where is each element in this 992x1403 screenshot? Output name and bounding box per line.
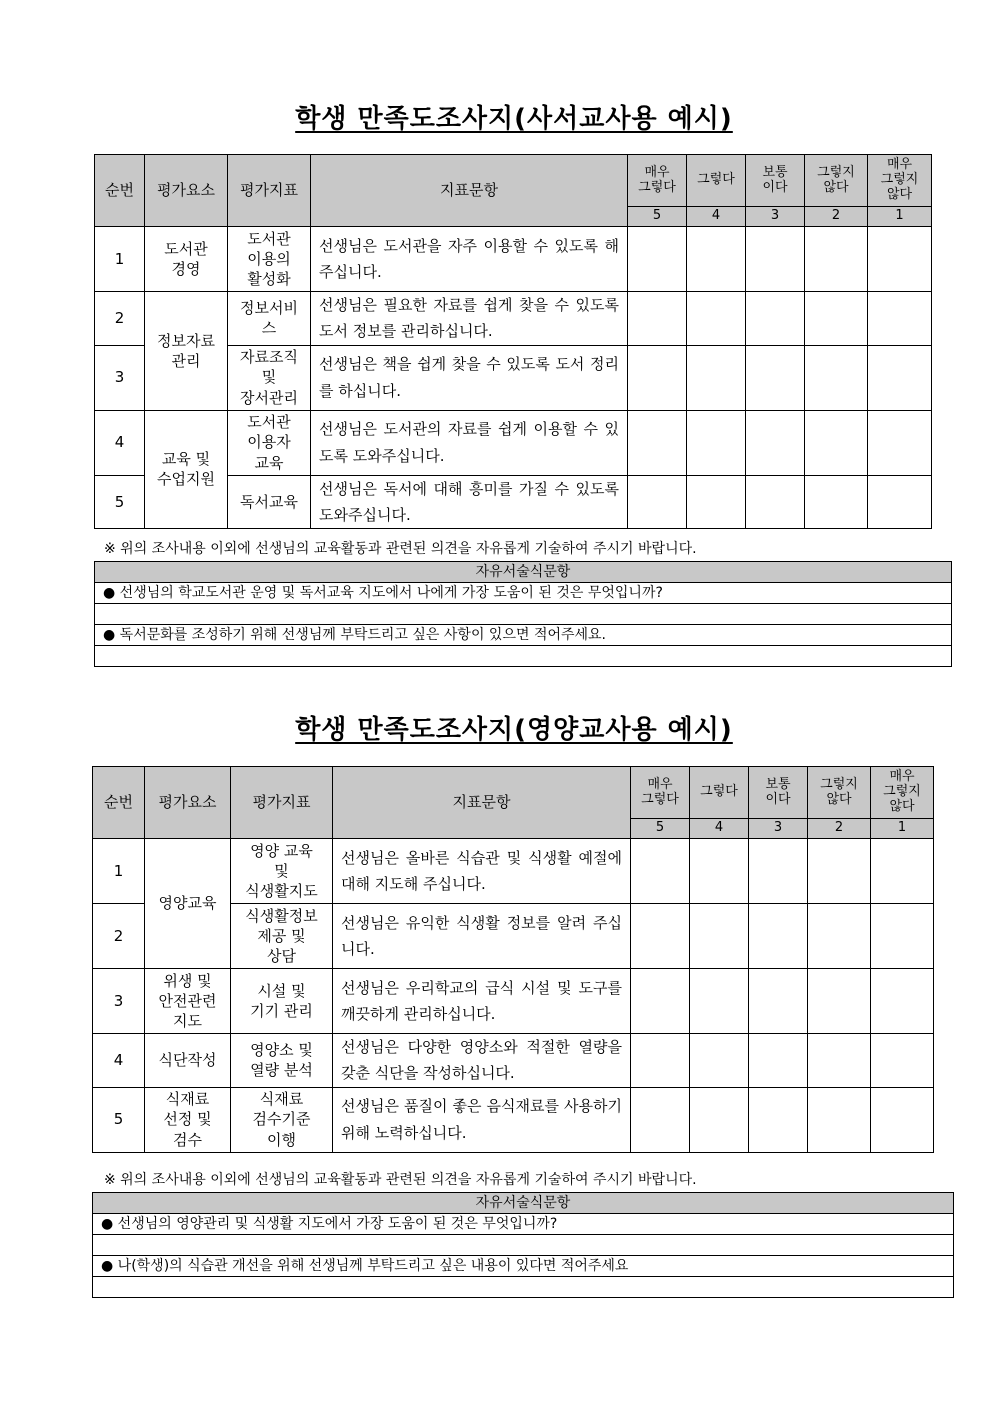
rating-cell-3[interactable] xyxy=(746,292,805,346)
row-question: 선생님은 우리학교의 급식 시설 및 도구를 깨끗하게 관리하십니다. xyxy=(333,969,631,1034)
rating-cell-2[interactable] xyxy=(805,227,868,292)
rating-cell-1[interactable] xyxy=(871,839,934,904)
survey2-table xyxy=(92,766,934,1153)
rating-cell-1[interactable] xyxy=(868,227,932,292)
header-row xyxy=(93,767,934,819)
row-no: 4 xyxy=(95,410,145,475)
rating-cell-2[interactable] xyxy=(805,345,868,410)
header-row xyxy=(95,155,932,207)
col-header-scale-2: 그렇지 않다 xyxy=(805,155,868,207)
row-question: 선생님은 유익한 식생활 정보를 알려 주십니다. xyxy=(333,904,631,969)
table-row xyxy=(93,969,934,1034)
row-no: 4 xyxy=(93,1034,145,1088)
rating-cell-5[interactable] xyxy=(631,1034,690,1088)
rating-cell-1[interactable] xyxy=(871,904,934,969)
rating-cell-5[interactable] xyxy=(631,904,690,969)
score-4: 4 xyxy=(690,819,749,839)
rating-cell-4[interactable] xyxy=(687,475,746,529)
row-element: 식단작성 xyxy=(145,1034,231,1088)
rating-cell-2[interactable] xyxy=(808,1087,871,1152)
col-header-indicator: 평가지표 xyxy=(228,155,311,227)
col-header-scale-1: 매우 그렇지 않다 xyxy=(868,155,932,207)
survey1-table xyxy=(94,154,932,529)
row-indicator: 식재료 검수기준 이행 xyxy=(231,1087,333,1152)
free-question-1: ● 선생님의 학교도서관 운영 및 독서교육 지도에서 나에게 가장 도움이 된 것은 무엇입니까? xyxy=(95,583,952,604)
rating-cell-3[interactable] xyxy=(746,410,805,475)
rating-cell-1[interactable] xyxy=(871,1034,934,1088)
rating-cell-3[interactable] xyxy=(749,904,808,969)
row-question: 선생님은 필요한 자료를 쉽게 찾을 수 있도록 도서 정보를 관리하십니다. xyxy=(311,292,628,346)
row-no: 1 xyxy=(93,839,145,904)
rating-cell-5[interactable] xyxy=(631,969,690,1034)
row-element: 교육 및 수업지원 xyxy=(145,410,228,529)
score-4: 4 xyxy=(687,207,746,227)
score-1: 1 xyxy=(868,207,932,227)
rating-cell-5[interactable] xyxy=(631,839,690,904)
rating-cell-3[interactable] xyxy=(749,1034,808,1088)
rating-cell-2[interactable] xyxy=(805,292,868,346)
table-row xyxy=(93,839,934,904)
free-answer-field-2[interactable] xyxy=(93,1277,954,1298)
free-answer-field-1[interactable] xyxy=(95,604,952,625)
col-header-scale-4: 그렇다 xyxy=(687,155,746,207)
rating-cell-4[interactable] xyxy=(687,227,746,292)
col-header-question: 지표문항 xyxy=(333,767,631,839)
survey2-note: ※ 위의 조사내용 이외에 선생님의 교육활동과 관련된 의견을 자유롭게 기술하여 주시기 바랍니다. xyxy=(104,1172,697,1188)
rating-cell-5[interactable] xyxy=(628,345,687,410)
row-element: 정보자료 관리 xyxy=(145,292,228,411)
survey2-free-response-table xyxy=(92,1192,954,1298)
score-3: 3 xyxy=(749,819,808,839)
row-question: 선생님은 품질이 좋은 음식재료를 사용하기 위해 노력하십니다. xyxy=(333,1087,631,1152)
row-indicator: 정보서비 스 xyxy=(228,292,311,346)
rating-cell-1[interactable] xyxy=(868,292,932,346)
survey1-note: ※ 위의 조사내용 이외에 선생님의 교육활동과 관련된 의견을 자유롭게 기술하여 주시기 바랍니다. xyxy=(104,541,697,557)
row-question: 선생님은 책을 쉽게 찾을 수 있도록 도서 정리를 하십니다. xyxy=(311,345,628,410)
table-row xyxy=(95,227,932,292)
rating-cell-4[interactable] xyxy=(690,969,749,1034)
rating-cell-2[interactable] xyxy=(805,410,868,475)
rating-cell-4[interactable] xyxy=(690,904,749,969)
row-no: 3 xyxy=(93,969,145,1034)
col-header-scale-1: 매우 그렇지 않다 xyxy=(871,767,934,819)
col-header-element: 평가요소 xyxy=(145,767,231,839)
free-answer-field-2[interactable] xyxy=(95,646,952,667)
survey1-title: 학생 만족도조사지(사서교사용 예시) xyxy=(295,104,733,134)
score-5: 5 xyxy=(631,819,690,839)
row-no: 2 xyxy=(95,292,145,346)
row-indicator: 도서관 이용자 교육 xyxy=(228,410,311,475)
rating-cell-3[interactable] xyxy=(746,345,805,410)
free-question-2: ● 나(학생)의 식습관 개선을 위해 선생님께 부탁드리고 싶은 내용이 있다면 적어주세요 xyxy=(93,1256,954,1277)
score-3: 3 xyxy=(746,207,805,227)
free-response-header: 자유서술식문항 xyxy=(93,1193,954,1214)
row-indicator: 영양 교육 및 식생활지도 xyxy=(231,839,333,904)
row-question: 선생님은 독서에 대해 흥미를 가질 수 있도록 도와주십니다. xyxy=(311,475,628,529)
rating-cell-1[interactable] xyxy=(868,345,932,410)
row-element: 도서관 경영 xyxy=(145,227,228,292)
table-row xyxy=(95,292,932,346)
rating-cell-5[interactable] xyxy=(628,227,687,292)
rating-cell-4[interactable] xyxy=(687,292,746,346)
row-question: 선생님은 도서관을 자주 이용할 수 있도록 해 주십니다. xyxy=(311,227,628,292)
rating-cell-1[interactable] xyxy=(871,1087,934,1152)
rating-cell-2[interactable] xyxy=(808,1034,871,1088)
row-indicator: 자료조직 및 장서관리 xyxy=(228,345,311,410)
rating-cell-3[interactable] xyxy=(746,475,805,529)
rating-cell-3[interactable] xyxy=(749,839,808,904)
table-row xyxy=(95,410,932,475)
col-header-no: 순번 xyxy=(95,155,145,227)
score-2: 2 xyxy=(808,819,871,839)
rating-cell-1[interactable] xyxy=(868,410,932,475)
col-header-indicator: 평가지표 xyxy=(231,767,333,839)
table-row xyxy=(93,1034,934,1088)
free-response-header: 자유서술식문항 xyxy=(95,562,952,583)
row-no: 3 xyxy=(95,345,145,410)
col-header-scale-4: 그렇다 xyxy=(690,767,749,819)
row-indicator: 영양소 및 열량 분석 xyxy=(231,1034,333,1088)
row-question: 선생님은 올바른 식습관 및 식생활 예절에 대해 지도해 주십니다. xyxy=(333,839,631,904)
rating-cell-5[interactable] xyxy=(631,1087,690,1152)
row-indicator: 식생활정보 제공 및 상담 xyxy=(231,904,333,969)
rating-cell-2[interactable] xyxy=(808,839,871,904)
row-indicator: 시설 및 기기 관리 xyxy=(231,969,333,1034)
rating-cell-4[interactable] xyxy=(690,1087,749,1152)
row-indicator: 독서교육 xyxy=(228,475,311,529)
rating-cell-4[interactable] xyxy=(690,1034,749,1088)
rating-cell-3[interactable] xyxy=(749,1087,808,1152)
rating-cell-3[interactable] xyxy=(749,969,808,1034)
free-answer-field-1[interactable] xyxy=(93,1235,954,1256)
col-header-scale-5: 매우 그렇다 xyxy=(631,767,690,819)
col-header-no: 순번 xyxy=(93,767,145,839)
rating-cell-4[interactable] xyxy=(687,345,746,410)
col-header-question: 지표문항 xyxy=(311,155,628,227)
rating-cell-5[interactable] xyxy=(628,475,687,529)
rating-cell-1[interactable] xyxy=(871,969,934,1034)
col-header-element: 평가요소 xyxy=(145,155,228,227)
survey2-title: 학생 만족도조사지(영양교사용 예시) xyxy=(295,715,733,745)
table-row xyxy=(93,1087,934,1152)
rating-cell-5[interactable] xyxy=(628,410,687,475)
free-question-1: ● 선생님의 영양관리 및 식생활 지도에서 가장 도움이 된 것은 무엇입니까? xyxy=(93,1214,954,1235)
rating-cell-2[interactable] xyxy=(808,969,871,1034)
survey1-free-response-table xyxy=(94,561,952,667)
rating-cell-1[interactable] xyxy=(868,475,932,529)
rating-cell-2[interactable] xyxy=(805,475,868,529)
rating-cell-3[interactable] xyxy=(746,227,805,292)
free-question-2: ● 독서문화를 조성하기 위해 선생님께 부탁드리고 싶은 사항이 있으면 적어주세요. xyxy=(95,625,952,646)
row-no: 5 xyxy=(95,475,145,529)
score-2: 2 xyxy=(805,207,868,227)
row-indicator: 도서관 이용의 활성화 xyxy=(228,227,311,292)
rating-cell-4[interactable] xyxy=(690,839,749,904)
rating-cell-5[interactable] xyxy=(628,292,687,346)
score-1: 1 xyxy=(871,819,934,839)
row-element: 영양교육 xyxy=(145,839,231,969)
score-5: 5 xyxy=(628,207,687,227)
rating-cell-4[interactable] xyxy=(687,410,746,475)
row-question: 선생님은 도서관의 자료를 쉽게 이용할 수 있도록 도와주십니다. xyxy=(311,410,628,475)
row-question: 선생님은 다양한 영양소와 적절한 열량을 갖춘 식단을 작성하십니다. xyxy=(333,1034,631,1088)
col-header-scale-3: 보통 이다 xyxy=(749,767,808,819)
col-header-scale-5: 매우 그렇다 xyxy=(628,155,687,207)
col-header-scale-3: 보통 이다 xyxy=(746,155,805,207)
row-no: 2 xyxy=(93,904,145,969)
rating-cell-2[interactable] xyxy=(808,904,871,969)
col-header-scale-2: 그렇지 않다 xyxy=(808,767,871,819)
row-no: 5 xyxy=(93,1087,145,1152)
row-element: 식재료 선정 및 검수 xyxy=(145,1087,231,1152)
row-element: 위생 및 안전관련 지도 xyxy=(145,969,231,1034)
row-no: 1 xyxy=(95,227,145,292)
